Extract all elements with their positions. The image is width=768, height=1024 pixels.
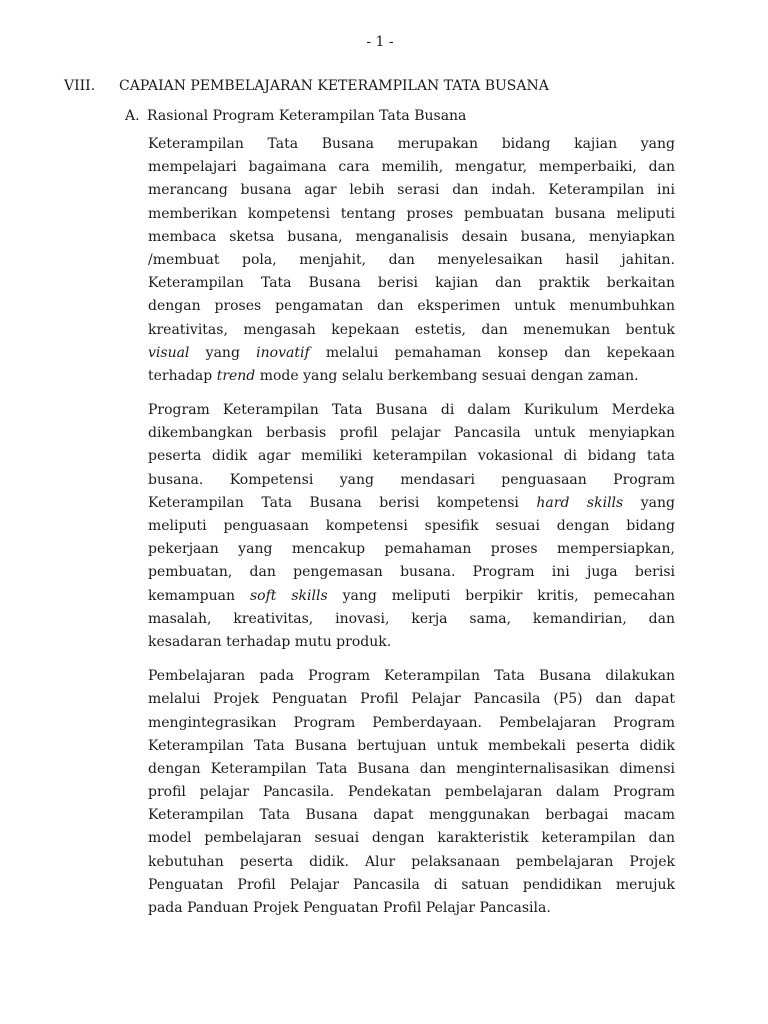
paragraph [148, 133, 675, 388]
text-run: kebutuhan peserta didik. Alur pelaksanaan pembelajaran Projek [148, 853, 675, 870]
text-run: memberikan kompetensi tentang proses pembuatan busana meliputi [148, 205, 675, 222]
text-line [148, 226, 675, 249]
text-run: merancang busana agar lebih serasi dan indah. Keterampilan ini [148, 182, 675, 199]
text-run: meliputi penguasaan kompetensi spesifik sesuai dengan bidang [148, 518, 675, 534]
text-run: yang [189, 344, 257, 361]
text-line [148, 804, 675, 827]
italic-term: inovatif [256, 344, 310, 361]
section-heading [64, 77, 549, 95]
text-line [148, 365, 675, 388]
text-run: membaca sketsa busana, menganalisis desain busana, menyiapkan [148, 228, 675, 245]
text-run: melalui pemahaman konsep dan kepekaan [309, 344, 675, 361]
text-run: model pembelajaran sesuai dengan karakteristik keterampilan dan [148, 830, 675, 847]
subsection-letter: A. [125, 108, 140, 124]
text-line [148, 179, 675, 202]
text-run: Penguatan Profil Pelajar Pancasila di satuan pendidikan merujuk [148, 876, 675, 893]
text-run: yang meliputi berpikir kritis, pemecahan [327, 587, 675, 604]
text-line [148, 399, 675, 422]
italic-term: visual [148, 344, 190, 361]
text-line [148, 665, 675, 688]
text-line [148, 631, 675, 654]
text-run: terhadap [148, 367, 217, 384]
italic-term: soft skills [249, 587, 328, 604]
text-line [148, 445, 675, 468]
text-line [148, 469, 675, 492]
italic-term: trend [216, 367, 256, 384]
text-run: Keterampilan Tata Busana berisi kompetensi [148, 494, 537, 511]
text-line [148, 342, 675, 365]
text-line [148, 608, 675, 631]
text-run: /membuat pola, menjahit, dan menyelesaikan hasil jahitan. [148, 251, 675, 268]
page-number: - 1 - [366, 34, 394, 50]
subsection-heading [125, 107, 466, 125]
text-run: Keterampilan Tata Busana dapat menggunakan berbagai macam [148, 807, 675, 824]
text-line [148, 585, 675, 608]
text-run: pada Panduan Projek Penguatan Profil Pelajar Pancasila. [148, 900, 551, 916]
body-text [148, 133, 675, 931]
text-run: kreativitas, mengasah kepekaan estetis, dan menemukan bentuk [148, 321, 675, 338]
text-line [148, 515, 675, 538]
text-line [148, 735, 675, 758]
text-run: dikembangkan berbasis profil pelajar Pancasila untuk menyiapkan [148, 425, 675, 442]
text-line [148, 688, 675, 711]
text-line [148, 874, 675, 897]
text-line [148, 422, 675, 445]
text-line [148, 827, 675, 850]
text-line [148, 272, 675, 295]
text-run: pembuatan, dan pengemasan busana. Program ini juga berisi [148, 564, 675, 581]
text-line [148, 538, 675, 561]
text-run: Pembelajaran pada Program Keterampilan Tata Busana dilakukan [148, 668, 675, 685]
text-line [148, 295, 675, 318]
text-line [148, 156, 675, 179]
text-run: melalui Projek Penguatan Profil Pelajar Pancasila (P5) dan dapat [148, 691, 675, 708]
text-run: Keterampilan Tata Busana bertujuan untuk membekali peserta didik [148, 737, 675, 754]
section-title: CAPAIAN PEMBELAJARAN KETERAMPILAN TATA BUSANA [119, 78, 549, 94]
text-run: peserta didik agar memiliki keterampilan vokasional di bidang tata [148, 448, 675, 465]
paragraph [148, 399, 675, 654]
text-run: masalah, kreativitas, inovasi, kerja sama, kemandirian, dan [148, 610, 675, 627]
text-line [148, 133, 675, 156]
text-line [148, 203, 675, 226]
italic-term: hard skills [536, 494, 624, 511]
text-run: Keterampilan Tata Busana merupakan bidang kajian yang [148, 136, 675, 152]
text-line [148, 897, 675, 920]
section-number: VIII. [64, 78, 96, 94]
text-run: yang [623, 494, 675, 511]
text-run: mengintegrasikan Program Pemberdayaan. Pembelajaran Program [148, 714, 675, 731]
paragraph [148, 665, 675, 920]
text-run: mempelajari bagaimana cara memilih, mengatur, memperbaiki, dan [148, 159, 675, 176]
text-line [148, 319, 675, 342]
text-run: dengan Keterampilan Tata Busana dan menginternalisasikan dimensi [148, 760, 675, 777]
text-line [148, 781, 675, 804]
text-run: kesadaran terhadap mutu produk. [148, 633, 392, 650]
text-line [148, 851, 675, 874]
text-run: Keterampilan Tata Busana berisi kajian dan praktik berkaitan [148, 275, 675, 292]
text-run: kemampuan [148, 587, 250, 604]
text-line [148, 249, 675, 272]
text-run: busana. Kompetensi yang mendasari penguasaan Program [148, 471, 675, 488]
text-line [148, 492, 675, 515]
text-run: mode yang selalu berkembang sesuai dengan zaman. [255, 367, 639, 384]
text-run: profil pelajar Pancasila. Pendekatan pembelajaran dalam Program [148, 784, 675, 801]
text-run: Program Keterampilan Tata Busana di dalam Kurikulum Merdeka [148, 402, 675, 419]
text-run: dengan proses pengamatan dan eksperimen untuk menumbuhkan [148, 298, 675, 315]
text-line [148, 758, 675, 781]
text-line [148, 712, 675, 735]
text-run: pekerjaan yang mencakup pemahaman proses mempersiapkan, [148, 541, 675, 558]
text-line [148, 561, 675, 584]
subsection-title: Rasional Program Keterampilan Tata Busana [147, 108, 467, 124]
